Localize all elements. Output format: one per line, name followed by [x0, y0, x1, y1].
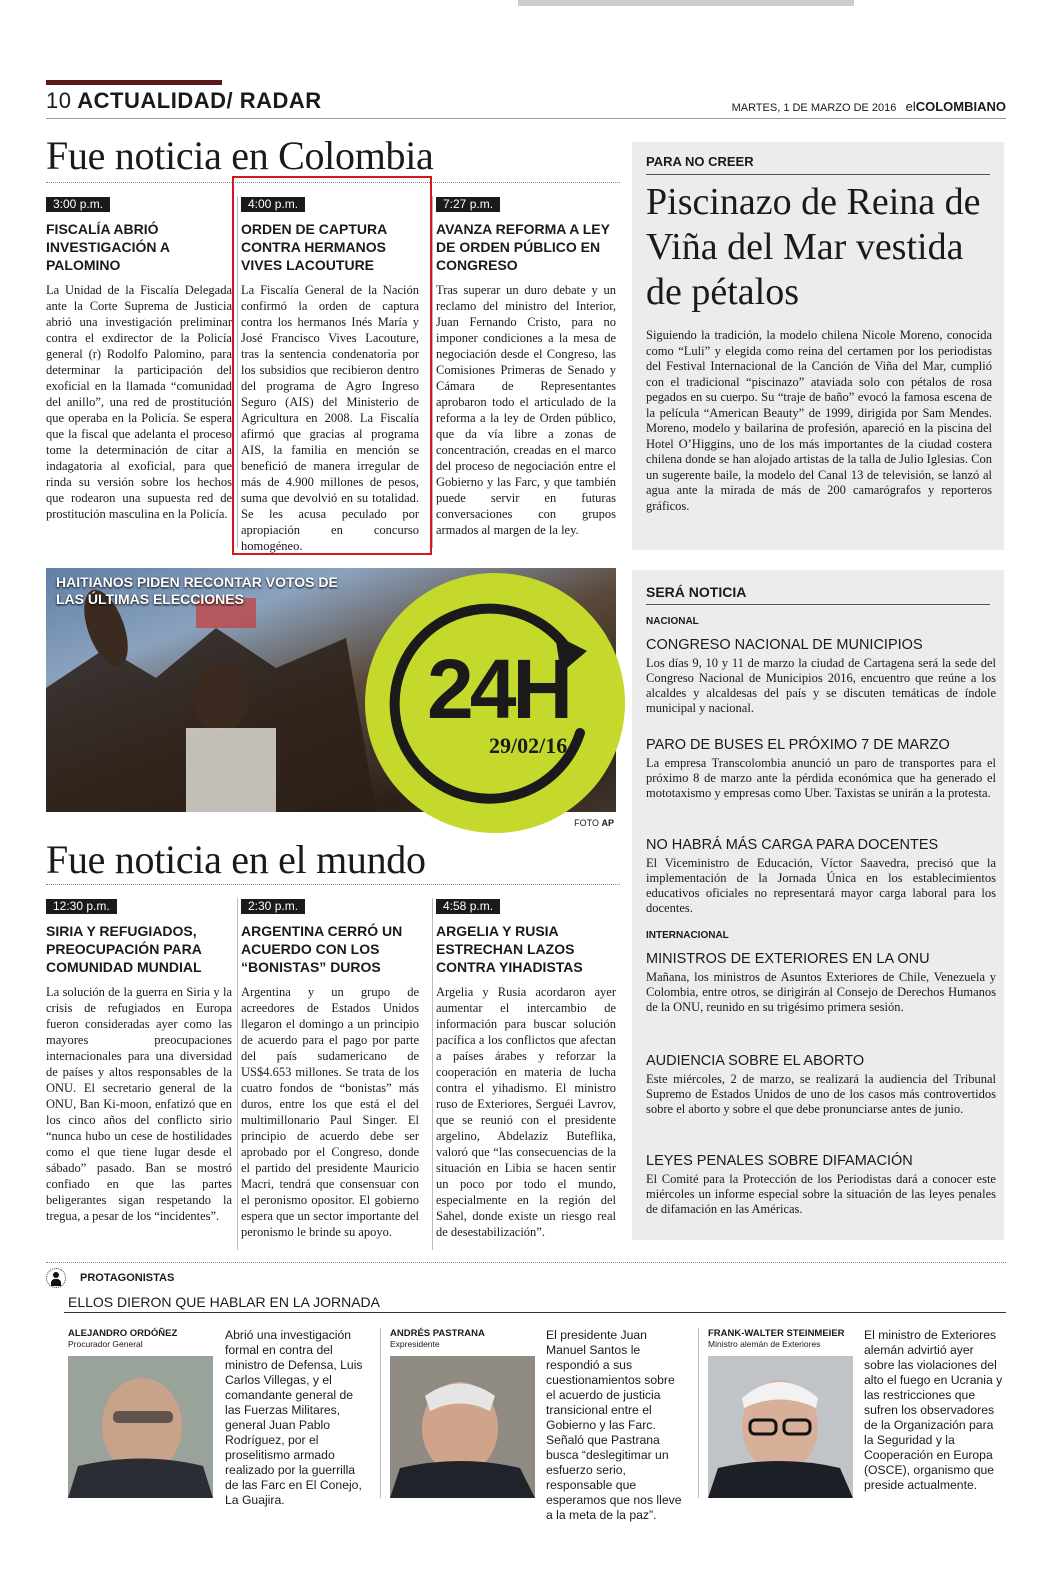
- protagonistas-subtitle: ELLOS DIERON QUE HABLAR EN LA JORNADA: [68, 1294, 380, 1310]
- protagonistas-rule: [64, 1312, 1006, 1313]
- badge-text: 24H: [427, 642, 570, 736]
- sera-noticia-box: [632, 570, 1004, 1240]
- section-name: ACTUALIDAD/: [77, 88, 234, 113]
- story-time: 4:00 p.m.: [241, 197, 305, 212]
- portrait-image: [68, 1356, 213, 1498]
- header-divider: [46, 118, 1006, 119]
- news-item: [646, 1052, 996, 1117]
- sera-noticia-heading: SERÁ NOTICIA: [646, 584, 747, 600]
- story-body: Argelia y Rusia acordaron ayer aumentar el intercambio de información para buscar solución pacífica a los conflictos que afectan a países árabes y reforzar la cooperación en materia de lucha contra el yihadismo. El ministro ruso de Exteriores, Serguéi Lavrov, que se reunió con el presidente argelino, Abdelaziz Buteflika, valoró que “las consecuencias de la situación en Libia se hacen sentir un poco por todo el mundo, especialmente en la región del Sahel, donde existe un riesgo real de desestabilización”.: [436, 985, 616, 1239]
- column-divider: [432, 196, 433, 548]
- news-item: [646, 1152, 996, 1217]
- news-title: LEYES PENALES SOBRE DIFAMACIÓN: [646, 1153, 913, 1169]
- story-title: FISCALÍA ABRIÓ INVESTIGACIÓN A PALOMINO: [46, 221, 170, 273]
- person-role: Ministro alemán de Exteriores: [708, 1339, 821, 1349]
- story-time: 4:58 p.m.: [436, 899, 500, 914]
- person-text: El presidente Juan Manuel Santos le respondió a sus cuestionamientos sobre el acuerdo de justicia transicional entre el Gobierno y las Farc. Señaló que Pastrana busca “deslegitimar un esfuerzo serio, responsable que esperamos que nos lleve a la meta de la paz”.: [546, 1328, 682, 1522]
- column-divider: [432, 898, 433, 1250]
- news-item: [646, 950, 996, 1015]
- heading-rule: [646, 604, 990, 605]
- person-name: ANDRÉS PASTRANA: [390, 1328, 485, 1339]
- story-body: La solución de la guerra en Siria y la crisis de refugiados en Europa fueron consideradas ayer como las mayores preocupaciones internacionales para una diversidad de países y altos responsables de la ONU. El secretario general de la ONU, Ban Ki-moon, enfatizó que en los cinco años del conflicto sirio “nunca hubo un cese de hostilidades como el que tiene lugar desde el sábado” pasado. Ban se mostró confiado en que las partes beligerantes sigan respetando la tregua, a pesar de los “incidentes”.: [46, 985, 232, 1223]
- colombia-heading: Fue noticia en Colombia: [46, 133, 434, 178]
- story-time: 3:00 p.m.: [46, 197, 110, 212]
- news-body: Mañana, los ministros de Asuntos Exteriores de Chile, Venezuela y Colombia, entre otros, se dirigirán al Consejo de Derechos Humanos de la ONU, reunido en su trigésimo primera sesión.: [646, 970, 996, 1014]
- section-header: [46, 88, 322, 114]
- news-title: NO HABRÁ MÁS CARGA PARA DOCENTES: [646, 837, 939, 853]
- column-divider: [237, 898, 238, 1250]
- para-no-creer-body: Siguiendo la tradición, la modelo chilena Nicole Moreno, conocida como “Luli” y elegida como reina del certamen por los periodistas del Festival Internacional de la Canción de Viña del Mar, cumplió con el tradicional “piscinazo” ataviada solo con pétalos de rosa pegados en su cuerpo. Su “traje de baño” evocó la famosa escena de la película “American Beauty” de 1999, dirigida por Sam Mendes. Moreno, modelo y bailarina de profesión, apareció en la piscina del Hotel O’Higgins, uno de los más importantes de la ciudad costera chilena donde se han alojado artistas de la talla de Julio Iglesias. Con un sugerente baile, la modelo del Canal 13 de televisión, se lanzó al agua ante la mirada de más de 200 camarógrafos y reporteros gráficos.: [646, 328, 992, 513]
- para-no-creer-kicker: PARA NO CREER: [646, 154, 754, 169]
- para-no-creer-box: [632, 142, 1004, 550]
- person-portrait: [708, 1356, 853, 1498]
- protagonistas-label: PROTAGONISTAS: [80, 1272, 175, 1284]
- issue-date: MARTES, 1 DE MARZO DE 2016: [731, 102, 897, 114]
- news-body: El Comité para la Protección de los Periodistas dará a conocer este miércoles un informe especial sobre la situación de las leyes penales de difamación en las Américas.: [646, 1172, 996, 1216]
- mundo-story-2: [241, 898, 419, 1240]
- colombia-story-3: [436, 196, 616, 538]
- colombia-story-1: [46, 196, 232, 522]
- person-portrait: [68, 1356, 213, 1498]
- person-text: El ministro de Exteriores alemán advirtió ayer sobre las violaciones del alto el fuego en Ucrania y las restricciones que sufren los observadores de la Organización para la Seguridad y la Cooperación en Europa (OSCE), organismo que preside actualmente.: [864, 1328, 1003, 1492]
- story-title: ARGENTINA CERRÓ UN ACUERDO CON LOS “BONISTAS” DUROS: [241, 923, 403, 975]
- story-title: ARGELIA Y RUSIA ESTRECHAN LAZOS CONTRA YIHADISTAS: [436, 923, 583, 975]
- person-role: Procurador General: [68, 1339, 143, 1349]
- story-title: AVANZA REFORMA A LEY DE ORDEN PÚBLICO EN CONGRESO: [436, 221, 610, 273]
- protagonista-3: [708, 1328, 858, 1349]
- story-time: 2:30 p.m.: [241, 899, 305, 914]
- news-title: AUDIENCIA SOBRE EL ABORTO: [646, 1053, 865, 1069]
- protagonista-1: [68, 1328, 218, 1349]
- protagonistas-top-rule: [46, 1262, 1006, 1263]
- para-no-creer-title: Piscinazo de Reina de Viña del Mar vestida de pétalos: [646, 181, 981, 313]
- story-body: La Unidad de la Fiscalía Delegada ante la Corte Suprema de Justicia abrió una investigación preliminar contra el exdirector de la Policía general (r) Rodolfo Palomino, para determinar la participación del exoficial en la llamada “comunidad del anillo”, una red de prostitución que operaba en la Policía. Se espera que la fiscal que adelanta el proceso tome la determinación de citar a indagatoria al exoficial, para que rinda su versión sobre los hechos que rodearon una supuesta red de prostitución masculina en la Policía.: [46, 283, 232, 521]
- news-title: MINISTROS DE EXTERIORES EN LA ONU: [646, 951, 930, 967]
- highlight-box: [232, 176, 432, 555]
- person-text: Abrió una investigación formal en contra del ministro de Defensa, Luis Carlos Villegas, y el comandante general de las Fuerzas Militares, general Juan Pablo Rodríguez, por el proselitismo armado realizado por la guerrilla de las Farc en El Conejo, La Guajira.: [225, 1328, 363, 1507]
- news-body: El Viceministro de Educación, Víctor Saavedra, precisó que la implementación de la Jornada Única en los establecimientos educativos oficiales no representará mayor carga laboral para los docentes.: [646, 856, 996, 915]
- header-accent-rule: [46, 80, 222, 85]
- person-icon: [46, 1268, 66, 1288]
- mundo-dotline: [46, 884, 620, 885]
- photo-caption: HAITIANOS PIDEN RECONTAR VOTOS DE LAS ÚLTIMAS ELECCIONES: [56, 574, 338, 607]
- paper-name: COLOMBIANO: [915, 99, 1006, 114]
- story-title: ORDEN DE CAPTURA CONTRA HERMANOS VIVES LACOUTURE: [241, 221, 387, 273]
- mundo-story-3: [436, 898, 616, 1240]
- photo-credit: [574, 818, 614, 828]
- news-item: [646, 836, 996, 916]
- header-dateline: [732, 99, 1006, 114]
- page-number: 10: [46, 88, 72, 113]
- 24h-badge: [365, 573, 625, 833]
- news-item: [646, 636, 996, 716]
- mundo-story-1: [46, 898, 232, 1224]
- paper-prefix: el: [905, 99, 916, 114]
- portrait-image: [708, 1356, 853, 1498]
- badge-date: 29/02/16: [489, 733, 568, 758]
- kicker-rule: [646, 174, 990, 175]
- column-divider: [380, 1328, 381, 1498]
- photo-credit-source: AP: [601, 818, 614, 828]
- news-body: La empresa Transcolombia anunció un paro de transportes para el próximo 8 de marzo ante la pérdida económica que ha generado el mototaxismo y empresas como Uber. Taxistas se unirán a la protesta.: [646, 756, 996, 800]
- story-time: 12:30 p.m.: [46, 899, 117, 914]
- news-item: [646, 736, 996, 801]
- person-name: FRANK-WALTER STEINMEIER: [708, 1328, 845, 1339]
- protagonista-2: [390, 1328, 540, 1349]
- news-title: CONGRESO NACIONAL DE MUNICIPIOS: [646, 637, 923, 653]
- subsection-name: RADAR: [239, 88, 322, 113]
- nacional-label: NACIONAL: [646, 616, 699, 627]
- mundo-heading: Fue noticia en el mundo: [46, 837, 426, 882]
- portrait-image: [390, 1356, 535, 1498]
- person-name: ALEJANDRO ORDÓÑEZ: [68, 1328, 178, 1339]
- person-portrait: [390, 1356, 535, 1498]
- story-time: 7:27 p.m.: [436, 197, 500, 212]
- top-edge-bar: [518, 0, 854, 6]
- story-body: La Fiscalía General de la Nación confirmó la orden de captura contra los hermanos Inés María y José Francisco Vives Lacouture, tras la sentencia condenatoria por los subsidios que recibieron dentro del programa de Agro Ingreso Seguro (AIS) del Ministerio de Agricultura en 2008. La Fiscalía afirmó que gracias al programa AIS, la familia en mención se benefició de manera irregular de más de 4.900 millones de pesos, suma que devolvió en su totalidad. Se les acusa peculado por apropiación en concurso homogéneo.: [241, 283, 419, 553]
- story-body: Argentina y un grupo de acreedores de Estados Unidos llegaron el domingo a un principio de acuerdo para el pago por parte del país sudamericano de US$4.653 millones. Se trata de los cuatro fondos de “bonistas” más duros, entre los que está el del multimillonario Paul Singer. El principio de acuerdo debe ser aprobado por el Congreso, donde el partido del presidente Mauricio Macri, tendrá que consensuar con el peronismo opositor. El gobierno espera que un sector importante del peronismo le brinde su apoyo.: [241, 985, 419, 1239]
- news-title: PARO DE BUSES EL PRÓXIMO 7 DE MARZO: [646, 737, 950, 753]
- news-body: Los días 9, 10 y 11 de marzo la ciudad de Cartagena será la sede del Congreso Nacional de Municipios 2016, encuentro que reúne a los alcaldes y alcaldesas del país y se discuten temáticas de índole municipal y nacional.: [646, 656, 996, 715]
- story-title: SIRIA Y REFUGIADOS, PREOCUPACIÓN PARA COMUNIDAD MUNDIAL: [46, 923, 202, 975]
- news-body: Este miércoles, 2 de marzo, se realizará la audiencia del Tribunal Supremo de Estados Unidos de uno de los casos más controvertidos sobre el aborto y sobre el que debe pronunciarse antes de junio.: [646, 1072, 996, 1116]
- internacional-label: INTERNACIONAL: [646, 930, 729, 941]
- person-role: Expresidente: [390, 1339, 440, 1349]
- story-body: Tras superar un duro debate y un reclamo del ministro del Interior, Juan Fernando Cristo, para no imponer condiciones a la mesa de negociación desde el Congreso, las Comisiones Primeras de Senado y Cámara de Representantes aprobaron todo el articulado de la reforma a la ley de Orden público, que da vía libre a zonas de concentración, creadas en el marco del proceso de negociación entre el Gobierno y las Farc, y que también puede servir en futuras conversaciones con grupos armados al margen de la ley.: [436, 283, 616, 537]
- photo-credit-label: FOTO: [574, 818, 599, 828]
- column-divider: [698, 1328, 699, 1498]
